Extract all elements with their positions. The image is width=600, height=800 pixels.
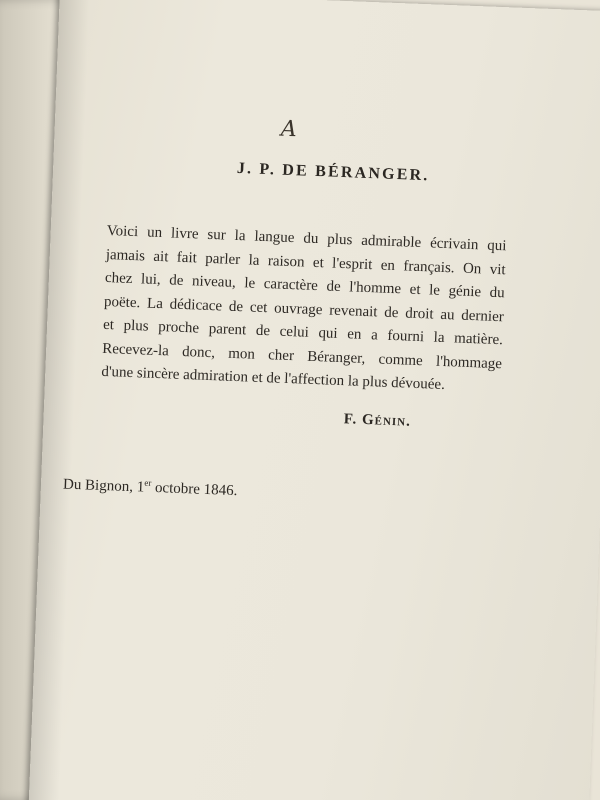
paragraph-line: et plus proche parent de celui qui en a fourni la matière.: [102, 316, 504, 349]
author-signature: [343, 411, 411, 431]
dateline-date: octobre 1846.: [150, 479, 238, 500]
dedication-ornament: A: [280, 116, 298, 143]
paragraph-line: Voici un livre sur la langue du plus admirable écrivain qui: [106, 222, 507, 255]
dateline-superscript: er: [144, 477, 152, 488]
book-page: [28, 0, 600, 800]
dedication-paragraph: [101, 220, 507, 400]
dedicatee-heading: J. P. DE BÉRANGER.: [236, 159, 430, 185]
paragraph-line: Recevez-la donc, mon cher Béranger, comme l'hommage: [101, 340, 503, 372]
paragraph-line: d'une sincère admiration et de l'affection la plus dévouée.: [101, 363, 446, 394]
dateline-place: Du Bignon, 1: [62, 476, 145, 496]
signature-rest: énin.: [374, 412, 412, 430]
paragraph-line: poëte. La dédicace de cet ouvrage revenait de droit au dernier: [103, 293, 505, 325]
dateline: [63, 474, 238, 500]
paragraph-line: jamais ait fait parler la raison et l'esprit en français. On vit: [105, 246, 506, 278]
signature-initial: F. G: [343, 411, 375, 429]
paragraph-line: chez lui, de niveau, le caractère de l'homme et le génie du: [104, 269, 505, 302]
page-content: [60, 0, 600, 500]
